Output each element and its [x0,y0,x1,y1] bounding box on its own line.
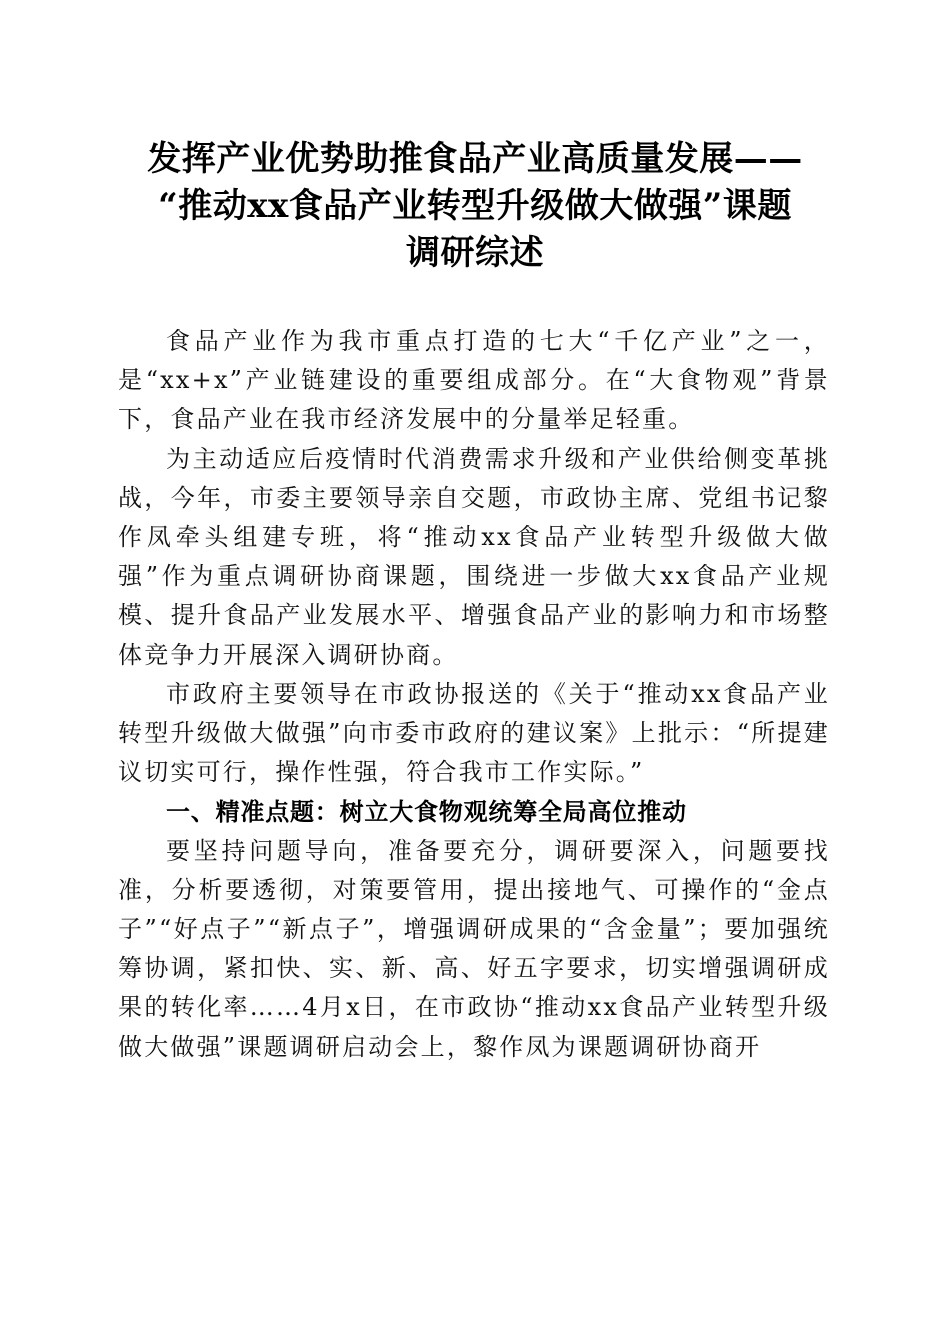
document-title [110,136,840,277]
title-line-1: 发挥产业优势助推食品产业高质量发展—— [147,139,803,179]
paragraph-instruction: 市政府主要领导在市政协报送的《关于“推动xx食品产业转型升级做大做强”向市委市政府的建议案》上批示：“所提建议切实可行，操作性强，符合我市工作实际。” [118,679,830,787]
paragraph-intro: 食品产业作为我市重点打造的七大“千亿产业”之一，是“xx+x”产业链建设的重要组成部分。在“大食物观”背景下，食品产业在我市经济发展中的分量举足轻重。 [118,327,830,434]
document-body [118,322,830,1067]
title-line-3: 调研综述 [406,233,544,273]
title-line-2: “推动xx食品产业转型升级做大做强”课题 [158,186,792,226]
section-paragraph: 要坚持问题导向，准备要充分，调研要深入，问题要找准，分析要透彻，对策要管用，提出接地气、可操作的“金点子”“好点子”“新点子”，增强调研成果的“含金量”；要加强统筹协调，紧扣快、实、新、高、好五字要求，切实增强调研成果的转化率……4月x日，在市政协“推动xx食品产业转型升级做大做强”课题调研启动会上，黎作凤为课题调研协商开 [118,836,830,1061]
paragraph-background: 为主动适应后疫情时代消费需求升级和产业供给侧变革挑战，今年，市委主要领导亲自交题，市政协主席、党组书记黎作凤牵头组建专班，将“推动xx食品产业转型升级做大做强”作为重点调研协商课题，围绕进一步做大xx食品产业规模、提升食品产业发展水平、增强食品产业的影响力和市场整体竞争力开展深入调研协商。 [118,444,830,669]
section-heading: 一、精准点题：树立大食物观统筹全局高位推动 [166,797,687,827]
